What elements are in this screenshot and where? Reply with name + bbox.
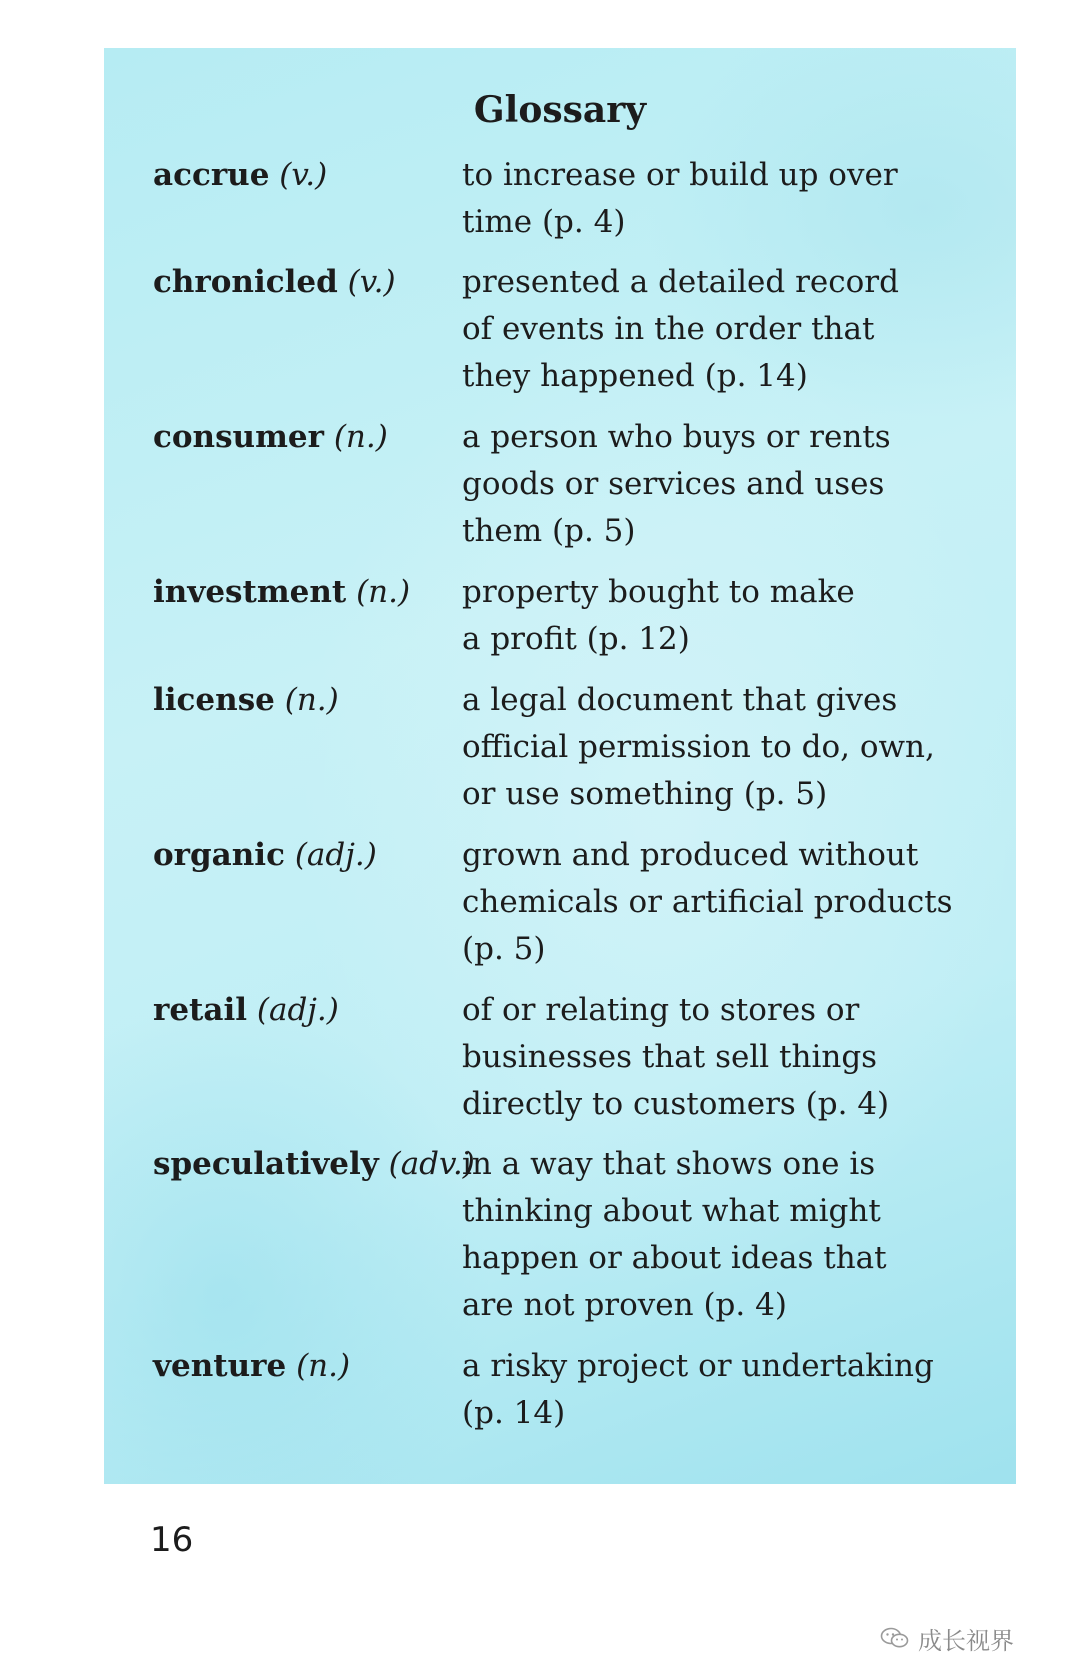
term-word: speculatively: [153, 1146, 379, 1182]
entry-term: [153, 152, 327, 199]
entry-term: [153, 1343, 350, 1390]
definition-line: a person who buys or rents: [462, 419, 891, 455]
entry-definition: [462, 414, 982, 555]
part-of-speech: (adj.): [294, 837, 377, 873]
definition-line: grown and produced without: [462, 837, 919, 873]
page-number: 16: [150, 1520, 194, 1560]
term-word: chronicled: [153, 264, 338, 300]
part-of-speech: (adv.): [388, 1146, 475, 1182]
definition-line: they happened (p. 14): [462, 358, 808, 394]
entry-definition: [462, 259, 982, 400]
definition-line: a legal document that gives: [462, 682, 898, 718]
part-of-speech: (adj.): [256, 992, 339, 1028]
definition-line: (p. 5): [462, 931, 546, 967]
entry-definition: [462, 1141, 982, 1329]
entry-term: [153, 569, 410, 616]
definition-line: happen or about ideas that: [462, 1240, 887, 1276]
part-of-speech: (v.): [279, 157, 328, 193]
definition-line: thinking about what might: [462, 1193, 881, 1229]
definition-line: presented a detailed record: [462, 264, 899, 300]
part-of-speech: (n.): [296, 1348, 351, 1384]
definition-line: chemicals or artificial products: [462, 884, 953, 920]
definition-line: time (p. 4): [462, 204, 626, 240]
definition-line: official permission to do, own,: [462, 729, 935, 765]
definition-line: property bought to make: [462, 574, 855, 610]
entry-definition: [462, 987, 982, 1128]
definition-line: a profit (p. 12): [462, 621, 690, 657]
entry-term: [153, 414, 388, 461]
definition-line: a risky project or undertaking: [462, 1348, 934, 1384]
definition-line: directly to customers (p. 4): [462, 1086, 890, 1122]
entry-term: [153, 832, 377, 879]
definition-line: are not proven (p. 4): [462, 1287, 787, 1323]
entry-definition: [462, 152, 982, 246]
term-word: license: [153, 682, 275, 718]
entry-definition: [462, 832, 982, 973]
entry-definition: [462, 1343, 982, 1437]
term-word: retail: [153, 992, 248, 1028]
term-word: accrue: [153, 157, 270, 193]
definition-line: them (p. 5): [462, 513, 636, 549]
page-title: Glossary: [473, 89, 647, 131]
entry-definition: [462, 677, 982, 818]
watermark-text: 成长视界: [918, 1626, 1014, 1655]
definition-line: to increase or build up over: [462, 157, 898, 193]
entry-term: [153, 1141, 475, 1188]
definition-line: or use something (p. 5): [462, 776, 828, 812]
definition-line: of or relating to stores or: [462, 992, 860, 1028]
part-of-speech: (n.): [356, 574, 411, 610]
term-word: organic: [153, 837, 285, 873]
definition-line: in a way that shows one is: [462, 1146, 876, 1182]
definition-line: (p. 14): [462, 1395, 566, 1431]
entry-definition: [462, 569, 982, 663]
term-word: investment: [153, 574, 347, 610]
entry-term: [153, 677, 339, 724]
term-word: venture: [153, 1348, 287, 1384]
definition-line: of events in the order that: [462, 311, 875, 347]
wechat-icon: [880, 1626, 910, 1650]
part-of-speech: (v.): [347, 264, 396, 300]
entry-term: [153, 987, 339, 1034]
part-of-speech: (n.): [333, 419, 388, 455]
definition-line: goods or services and uses: [462, 466, 885, 502]
definition-line: businesses that sell things: [462, 1039, 878, 1075]
watermark: [880, 1620, 1014, 1656]
entry-term: [153, 259, 396, 306]
term-word: consumer: [153, 419, 324, 455]
part-of-speech: (n.): [284, 682, 339, 718]
glossary-panel: [104, 48, 1016, 1484]
